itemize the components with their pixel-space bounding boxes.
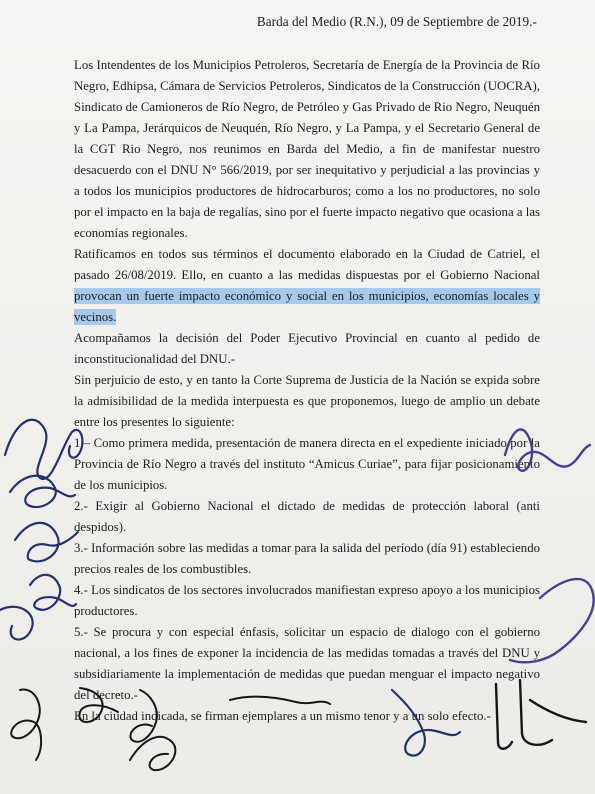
list-item-5: 5.- Se procura y con especial énfasis, solicitar un espacio de dialogo con el gobierno nacional, a los fines de exponer la incidencia de las medidas tomadas a través del DNU y subsidiariamente la implementación de medidas que puedan menguar el impacto negativo del decreto.- [74, 625, 540, 702]
paragraph-support: Acompañamos la decisión del Poder Ejecutivo Provincial en cuanto al pedido de inconstitucionalidad del DNU.- [74, 331, 540, 366]
paragraph-participants: Los Intendentes de los Municipios Petroleros, Secretaría de Energía de la Provincia de Río Negro, Edhipsa, Cámara de Servicios Petroleros, Sindicatos de la Construcción (UOCRA), Sindicato de Camioneros de Río Negro, de Petróleo y Gas Privado de Rio Negro, Neuquén y La Pampa, Jerárquicos de Neuquén, Río Negro, y La Pampa, y el Secretario General de la CGT Rio Negro, nos reunimos en Barda del Medio, a fin de manifestar nuestro desacuerdo con el DNU N° 566/2019, por ser inequitativo y perjudicial a las provincias y a todos los municipios productores de hidrocarburos; como a los no productores, no solo por el impacto en la baja de regalías, sino por el fuerte impacto negativo que ocasiona a las economías regionales. [74, 58, 540, 240]
list-item-2: 2.- Exigir al Gobierno Nacional el dictado de medidas de protección laboral (anti despidos). [74, 499, 540, 534]
signature-4 [30, 575, 76, 610]
paragraph-proposal: Sin perjuicio de esto, y en tanto la Corte Suprema de Justicia de la Nación se expida sobre la admisibilidad de la medida interpuesta es que proponemos, luego de amplio un debate entre los presentes lo siguiente: [74, 373, 540, 429]
list-item-4: 4.- Los sindicatos de los sectores involucrados manifiestan expreso apoyo a los municipios productores. [74, 583, 540, 618]
list-item-3: 3.- Información sobre las medidas a tomar para la salida del período (día 91) estableciendo precios reales de los combustibles. [74, 541, 540, 576]
signature-12 [130, 737, 175, 770]
signature-3 [15, 523, 78, 562]
ratification-text: Ratificamos en todos sus términos el documento elaborado en la Ciudad de Catriel, el pasado 26/08/2019. Ello, en cuanto a las medidas dispuestas por el Gobierno Nacional [74, 247, 540, 282]
signature-5 [0, 607, 33, 640]
paragraph-ratification [74, 244, 540, 328]
signature-1 [5, 420, 82, 479]
highlighted-text: provocan un fuerte impacto económico y social en los municipios, economías locales y vecinos. [74, 289, 540, 324]
signature-8 [11, 689, 41, 760]
paragraph-closing: En la ciudad indicada, se firman ejemplares a un mismo tenor y a un solo efecto.- [74, 709, 491, 723]
dateline: Barda del Medio (R.N.), 09 de Septiembre de 2019.- [256, 14, 537, 29]
document-body [74, 55, 540, 727]
signature-2 [10, 476, 75, 507]
list-item-1: 1 – Como primera medida, presentación de manera directa en el expediente iniciado por la Provincia de Río Negro a través del instituto “Amicus Curiae”, para fijar posicionamiento de los municipios. [74, 436, 540, 492]
